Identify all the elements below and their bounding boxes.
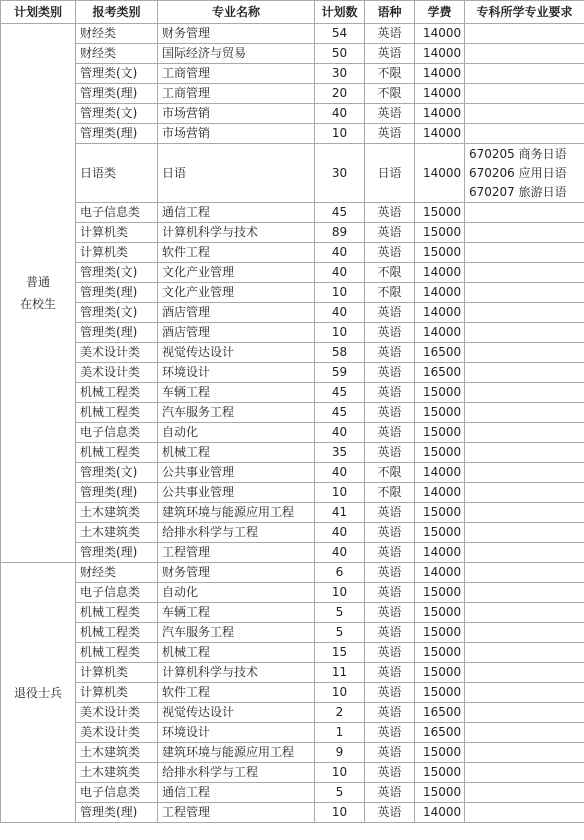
table-row <box>1 603 584 623</box>
table-row <box>1 803 584 823</box>
major-name-cell: 文化产业管理 <box>158 263 315 283</box>
major-name-cell: 酒店管理 <box>158 303 315 323</box>
tuition-cell: 14000 <box>415 303 465 323</box>
prereq-major-cell <box>465 783 584 803</box>
apply-category-cell: 管理类(文) <box>76 263 158 283</box>
major-name-cell: 公共事业管理 <box>158 483 315 503</box>
plan-count-cell: 10 <box>315 323 365 343</box>
apply-category-cell: 管理类(文) <box>76 104 158 124</box>
header-major-name: 专业名称 <box>158 1 315 24</box>
apply-category-cell: 机械工程类 <box>76 603 158 623</box>
tuition-cell: 14000 <box>415 463 465 483</box>
apply-category-cell: 美术设计类 <box>76 363 158 383</box>
tuition-cell: 15000 <box>415 523 465 543</box>
table-row <box>1 503 584 523</box>
tuition-cell: 15000 <box>415 683 465 703</box>
table-row <box>1 44 584 64</box>
tuition-cell: 14000 <box>415 803 465 823</box>
plan-count-cell: 58 <box>315 343 365 363</box>
major-name-cell: 建筑环境与能源应用工程 <box>158 503 315 523</box>
major-name-cell: 通信工程 <box>158 203 315 223</box>
language-cell: 英语 <box>365 663 415 683</box>
apply-category-cell: 计算机类 <box>76 223 158 243</box>
tuition-cell: 15000 <box>415 743 465 763</box>
header-prereq-major: 专科所学专业要求 <box>465 1 584 24</box>
major-name-cell: 公共事业管理 <box>158 463 315 483</box>
table-row <box>1 283 584 303</box>
header-plan-count: 计划数 <box>315 1 365 24</box>
prereq-major-cell <box>465 144 584 203</box>
major-name-cell: 机械工程 <box>158 443 315 463</box>
language-cell: 英语 <box>365 323 415 343</box>
prereq-major-cell <box>465 223 584 243</box>
table-row <box>1 223 584 243</box>
table-row <box>1 663 584 683</box>
major-name-cell: 汽车服务工程 <box>158 623 315 643</box>
tuition-cell: 16500 <box>415 723 465 743</box>
table-row <box>1 783 584 803</box>
apply-category-cell: 计算机类 <box>76 243 158 263</box>
plan-count-cell: 35 <box>315 443 365 463</box>
language-cell: 英语 <box>365 223 415 243</box>
prereq-major-item: 670205 商务日语 <box>469 146 567 161</box>
table-row <box>1 363 584 383</box>
major-name-cell: 日语 <box>158 144 315 203</box>
tuition-cell: 14000 <box>415 104 465 124</box>
major-name-cell: 财务管理 <box>158 24 315 44</box>
major-name-cell: 通信工程 <box>158 783 315 803</box>
apply-category-cell: 日语类 <box>76 144 158 203</box>
plan-count-cell: 10 <box>315 803 365 823</box>
prereq-major-cell <box>465 104 584 124</box>
plan-count-cell: 5 <box>315 783 365 803</box>
major-name-cell: 环境设计 <box>158 363 315 383</box>
language-cell: 英语 <box>365 523 415 543</box>
prereq-major-cell <box>465 623 584 643</box>
apply-category-cell: 管理类(理) <box>76 283 158 303</box>
table-row <box>1 263 584 283</box>
major-name-cell: 财务管理 <box>158 563 315 583</box>
prereq-major-cell <box>465 383 584 403</box>
apply-category-cell: 管理类(文) <box>76 64 158 84</box>
prereq-major-cell <box>465 503 584 523</box>
plan-count-cell: 15 <box>315 643 365 663</box>
major-name-cell: 软件工程 <box>158 243 315 263</box>
tuition-cell: 14000 <box>415 283 465 303</box>
plan-count-cell: 10 <box>315 483 365 503</box>
major-name-cell: 视觉传达设计 <box>158 343 315 363</box>
major-name-cell: 工程管理 <box>158 543 315 563</box>
prereq-major-cell <box>465 743 584 763</box>
table-row <box>1 743 584 763</box>
table-row <box>1 563 584 583</box>
language-cell: 不限 <box>365 283 415 303</box>
prereq-major-cell <box>465 583 584 603</box>
table-row <box>1 343 584 363</box>
language-cell: 英语 <box>365 243 415 263</box>
plan-count-cell: 10 <box>315 763 365 783</box>
apply-category-cell: 美术设计类 <box>76 723 158 743</box>
prereq-major-cell <box>465 64 584 84</box>
plan-count-cell: 40 <box>315 423 365 443</box>
tuition-cell: 15000 <box>415 403 465 423</box>
tuition-cell: 14000 <box>415 323 465 343</box>
plan-count-cell: 9 <box>315 743 365 763</box>
table-row <box>1 64 584 84</box>
language-cell: 英语 <box>365 643 415 663</box>
major-name-cell: 市场营销 <box>158 124 315 144</box>
language-cell: 英语 <box>365 24 415 44</box>
prereq-major-cell <box>465 763 584 783</box>
header-row <box>1 1 584 24</box>
plan-count-cell: 59 <box>315 363 365 383</box>
plan-count-cell: 40 <box>315 543 365 563</box>
table-row <box>1 623 584 643</box>
tuition-cell: 14000 <box>415 64 465 84</box>
table-row <box>1 243 584 263</box>
plan-count-cell: 54 <box>315 24 365 44</box>
plan-count-cell: 5 <box>315 623 365 643</box>
language-cell: 英语 <box>365 104 415 124</box>
prereq-major-cell <box>465 483 584 503</box>
plan-count-cell: 6 <box>315 563 365 583</box>
plan-type-label: 在校生 <box>19 297 56 311</box>
apply-category-cell: 管理类(理) <box>76 323 158 343</box>
prereq-major-cell <box>465 303 584 323</box>
language-cell: 英语 <box>365 703 415 723</box>
language-cell: 英语 <box>365 124 415 144</box>
prereq-major-cell <box>465 44 584 64</box>
plan-type-label: 退役士兵 <box>13 685 62 700</box>
prereq-major-item: 670206 应用日语 <box>469 165 567 180</box>
apply-category-cell: 计算机类 <box>76 683 158 703</box>
prereq-major-cell <box>465 443 584 463</box>
tuition-cell: 16500 <box>415 703 465 723</box>
table-row <box>1 84 584 104</box>
language-cell: 不限 <box>365 64 415 84</box>
prereq-major-cell <box>465 203 584 223</box>
plan-count-cell: 40 <box>315 463 365 483</box>
tuition-cell: 15000 <box>415 643 465 663</box>
apply-category-cell: 计算机类 <box>76 663 158 683</box>
table-row <box>1 303 584 323</box>
plan-count-cell: 40 <box>315 243 365 263</box>
major-name-cell: 机械工程 <box>158 643 315 663</box>
plan-count-cell: 41 <box>315 503 365 523</box>
plan-count-cell: 40 <box>315 104 365 124</box>
plan-count-cell: 1 <box>315 723 365 743</box>
tuition-cell: 15000 <box>415 423 465 443</box>
major-name-cell: 文化产业管理 <box>158 283 315 303</box>
tuition-cell: 14000 <box>415 24 465 44</box>
language-cell: 英语 <box>365 743 415 763</box>
prereq-major-cell <box>465 243 584 263</box>
tuition-cell: 14000 <box>415 144 465 203</box>
table-row <box>1 124 584 144</box>
tuition-cell: 15000 <box>415 783 465 803</box>
table-row <box>1 203 584 223</box>
tuition-cell: 15000 <box>415 623 465 643</box>
major-name-cell: 车辆工程 <box>158 603 315 623</box>
tuition-cell: 15000 <box>415 763 465 783</box>
apply-category-cell: 机械工程类 <box>76 383 158 403</box>
major-name-cell: 工商管理 <box>158 64 315 84</box>
major-name-cell: 软件工程 <box>158 683 315 703</box>
language-cell: 英语 <box>365 343 415 363</box>
table-row <box>1 703 584 723</box>
tuition-cell: 16500 <box>415 363 465 383</box>
tuition-cell: 14000 <box>415 44 465 64</box>
apply-category-cell: 机械工程类 <box>76 443 158 463</box>
header-tuition: 学费 <box>415 1 465 24</box>
apply-category-cell: 电子信息类 <box>76 423 158 443</box>
plan-count-cell: 45 <box>315 203 365 223</box>
language-cell: 日语 <box>365 144 415 203</box>
language-cell: 英语 <box>365 763 415 783</box>
header-plan-type: 计划类别 <box>1 1 76 24</box>
apply-category-cell: 电子信息类 <box>76 783 158 803</box>
tuition-cell: 14000 <box>415 483 465 503</box>
tuition-cell: 15000 <box>415 443 465 463</box>
major-name-cell: 工程管理 <box>158 803 315 823</box>
prereq-major-cell <box>465 563 584 583</box>
apply-category-cell: 管理类(文) <box>76 303 158 323</box>
table-row <box>1 683 584 703</box>
prereq-major-cell <box>465 803 584 823</box>
major-name-cell: 给排水科学与工程 <box>158 763 315 783</box>
language-cell: 英语 <box>365 423 415 443</box>
tuition-cell: 15000 <box>415 603 465 623</box>
prereq-major-cell <box>465 84 584 104</box>
major-name-cell: 国际经济与贸易 <box>158 44 315 64</box>
language-cell: 英语 <box>365 623 415 643</box>
apply-category-cell: 美术设计类 <box>76 703 158 723</box>
table-row <box>1 443 584 463</box>
apply-category-cell: 机械工程类 <box>76 643 158 663</box>
major-name-cell: 建筑环境与能源应用工程 <box>158 743 315 763</box>
language-cell: 英语 <box>365 723 415 743</box>
major-name-cell: 视觉传达设计 <box>158 703 315 723</box>
prereq-major-cell <box>465 603 584 623</box>
major-name-cell: 给排水科学与工程 <box>158 523 315 543</box>
prereq-major-cell <box>465 523 584 543</box>
plan-type-cell <box>1 563 76 823</box>
apply-category-cell: 财经类 <box>76 44 158 64</box>
apply-category-cell: 管理类(理) <box>76 84 158 104</box>
table-row <box>1 403 584 423</box>
table-row <box>1 523 584 543</box>
table-row <box>1 24 584 44</box>
plan-count-cell: 40 <box>315 303 365 323</box>
table-row <box>1 104 584 124</box>
table-row <box>1 483 584 503</box>
table-row <box>1 323 584 343</box>
prereq-major-cell <box>465 263 584 283</box>
plan-count-cell: 5 <box>315 603 365 623</box>
tuition-cell: 16500 <box>415 343 465 363</box>
prereq-major-cell <box>465 403 584 423</box>
language-cell: 英语 <box>365 683 415 703</box>
prereq-major-cell <box>465 643 584 663</box>
plan-count-cell: 30 <box>315 144 365 203</box>
language-cell: 英语 <box>365 383 415 403</box>
major-name-cell: 汽车服务工程 <box>158 403 315 423</box>
plan-count-cell: 10 <box>315 283 365 303</box>
language-cell: 英语 <box>365 303 415 323</box>
table-row <box>1 583 584 603</box>
major-name-cell: 工商管理 <box>158 84 315 104</box>
table-row <box>1 643 584 663</box>
prereq-major-cell <box>465 663 584 683</box>
prereq-major-cell <box>465 723 584 743</box>
prereq-major-cell <box>465 363 584 383</box>
tuition-cell: 14000 <box>415 84 465 104</box>
plan-count-cell: 50 <box>315 44 365 64</box>
major-name-cell: 环境设计 <box>158 723 315 743</box>
language-cell: 英语 <box>365 603 415 623</box>
language-cell: 英语 <box>365 783 415 803</box>
major-name-cell: 计算机科学与技术 <box>158 223 315 243</box>
tuition-cell: 15000 <box>415 203 465 223</box>
prereq-major-cell <box>465 703 584 723</box>
tuition-cell: 14000 <box>415 124 465 144</box>
prereq-major-cell <box>465 683 584 703</box>
apply-category-cell: 土木建筑类 <box>76 503 158 523</box>
prereq-major-cell <box>465 463 584 483</box>
plan-count-cell: 10 <box>315 683 365 703</box>
apply-category-cell: 管理类(理) <box>76 803 158 823</box>
header-language: 语种 <box>365 1 415 24</box>
plan-count-cell: 2 <box>315 703 365 723</box>
plan-count-cell: 20 <box>315 84 365 104</box>
prereq-major-cell <box>465 323 584 343</box>
plan-type-label: 普通 <box>25 275 50 289</box>
major-name-cell: 自动化 <box>158 423 315 443</box>
prereq-major-cell <box>465 283 584 303</box>
language-cell: 英语 <box>365 803 415 823</box>
header-apply-category: 报考类别 <box>76 1 158 24</box>
prereq-major-cell <box>465 423 584 443</box>
table-row <box>1 763 584 783</box>
apply-category-cell: 管理类(理) <box>76 543 158 563</box>
language-cell: 英语 <box>365 583 415 603</box>
prereq-major-cell <box>465 124 584 144</box>
prereq-major-item: 670207 旅游日语 <box>469 184 567 199</box>
tuition-cell: 14000 <box>415 563 465 583</box>
table-body <box>1 24 584 823</box>
language-cell: 英语 <box>365 563 415 583</box>
plan-count-cell: 11 <box>315 663 365 683</box>
apply-category-cell: 土木建筑类 <box>76 743 158 763</box>
apply-category-cell: 管理类(理) <box>76 483 158 503</box>
tuition-cell: 15000 <box>415 503 465 523</box>
major-name-cell: 市场营销 <box>158 104 315 124</box>
table-row <box>1 144 584 203</box>
plan-count-cell: 45 <box>315 403 365 423</box>
plan-count-cell: 30 <box>315 64 365 84</box>
apply-category-cell: 土木建筑类 <box>76 523 158 543</box>
language-cell: 英语 <box>365 403 415 423</box>
table-row <box>1 463 584 483</box>
table-row <box>1 423 584 443</box>
language-cell: 英语 <box>365 503 415 523</box>
language-cell: 英语 <box>365 443 415 463</box>
plan-count-cell: 89 <box>315 223 365 243</box>
language-cell: 英语 <box>365 203 415 223</box>
language-cell: 不限 <box>365 483 415 503</box>
tuition-cell: 15000 <box>415 583 465 603</box>
apply-category-cell: 机械工程类 <box>76 403 158 423</box>
tuition-cell: 15000 <box>415 663 465 683</box>
plan-count-cell: 45 <box>315 383 365 403</box>
tuition-cell: 15000 <box>415 243 465 263</box>
plan-count-cell: 10 <box>315 124 365 144</box>
prereq-major-cell <box>465 24 584 44</box>
language-cell: 英语 <box>365 44 415 64</box>
table-row <box>1 383 584 403</box>
plan-count-cell: 10 <box>315 583 365 603</box>
major-name-cell: 自动化 <box>158 583 315 603</box>
major-name-cell: 酒店管理 <box>158 323 315 343</box>
apply-category-cell: 美术设计类 <box>76 343 158 363</box>
prereq-major-cell <box>465 543 584 563</box>
apply-category-cell: 财经类 <box>76 24 158 44</box>
language-cell: 不限 <box>365 463 415 483</box>
apply-category-cell: 管理类(理) <box>76 124 158 144</box>
language-cell: 英语 <box>365 543 415 563</box>
plan-count-cell: 40 <box>315 523 365 543</box>
tuition-cell: 15000 <box>415 383 465 403</box>
prereq-major-cell <box>465 343 584 363</box>
table-row <box>1 723 584 743</box>
language-cell: 不限 <box>365 84 415 104</box>
apply-category-cell: 电子信息类 <box>76 203 158 223</box>
major-name-cell: 车辆工程 <box>158 383 315 403</box>
apply-category-cell: 管理类(文) <box>76 463 158 483</box>
apply-category-cell: 土木建筑类 <box>76 763 158 783</box>
table-row <box>1 543 584 563</box>
tuition-cell: 15000 <box>415 223 465 243</box>
plan-count-cell: 40 <box>315 263 365 283</box>
plan-type-cell <box>1 24 76 563</box>
apply-category-cell: 财经类 <box>76 563 158 583</box>
language-cell: 不限 <box>365 263 415 283</box>
language-cell: 英语 <box>365 363 415 383</box>
apply-category-cell: 电子信息类 <box>76 583 158 603</box>
major-name-cell: 计算机科学与技术 <box>158 663 315 683</box>
tuition-cell: 14000 <box>415 543 465 563</box>
apply-category-cell: 机械工程类 <box>76 623 158 643</box>
tuition-cell: 14000 <box>415 263 465 283</box>
